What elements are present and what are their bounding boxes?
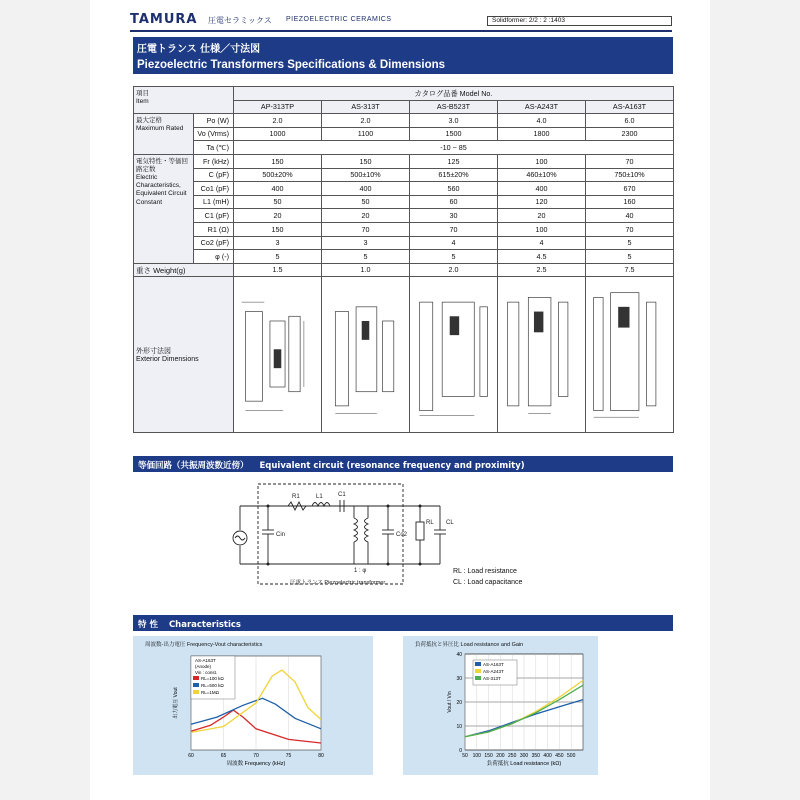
spec-value: 70 [586,154,674,168]
spec-value: 150 [234,154,322,168]
legend-load-capacitance: CL : Load capacitance [453,579,523,586]
legend-swatch [193,690,199,694]
model-header: カタログ品番 Model No. [234,87,674,101]
param-label: R1 (Ω) [194,222,234,236]
spec-value: 500±10% [322,168,410,182]
legend-annotation: AS-A163T [195,658,216,663]
spec-value: 615±20% [410,168,498,182]
spec-row [134,154,674,168]
legend-entry: RL=100 kΩ [201,676,224,681]
spec-table [133,86,674,433]
dimensions-row [134,277,674,433]
legend-swatch [193,676,199,680]
weight-row [134,263,674,277]
y-axis-label: Vout / Vin [447,691,453,713]
y-tick-label: 30 [456,676,462,682]
x-tick-label: 200 [496,753,505,759]
param-label: Vo (Vrms) [194,127,234,141]
spec-value: 1500 [410,127,498,141]
dimension-drawing-asb523t [410,277,498,433]
characteristics-section-jp: 特 性 [138,620,158,630]
spec-value: 670 [586,182,674,196]
rl-label: RL [426,520,434,526]
param-label: Ta (℃) [194,141,234,155]
x-axis-label: 周波数 Frequency (kHz) [226,761,286,767]
dimension-drawing [588,279,671,429]
legend-annotation: (Anode) [195,664,212,669]
dimension-drawing [324,279,407,429]
y-tick-label: 40 [456,652,462,658]
spec-value: 6.0 [586,114,674,128]
spec-value: 460±10% [498,168,586,182]
spec-value: 400 [322,182,410,196]
x-tick-label: 75 [285,753,292,759]
characteristics-section-en: Characteristics [168,620,241,630]
spec-value: 5 [586,250,674,264]
chart-title: 周波数-出力電圧 Frequency-Vout characteristics [145,642,263,648]
chart-panel-load [403,636,598,775]
legend-annotation: Vin : const. [195,670,218,675]
spec-value: 20 [498,209,586,223]
spec-value: 125 [410,154,498,168]
weight-cell: 1.5 [234,263,322,277]
spec-value: 20 [234,209,322,223]
item-header-en: Item [136,98,149,106]
spec-row [134,222,674,236]
spec-value: 400 [498,182,586,196]
weight-cell: 7.5 [586,263,674,277]
weight-cell: 2.0 [410,263,498,277]
x-tick-label: 500 [567,753,576,759]
param-label: Co2 (pF) [194,236,234,250]
y-axis-label: 出力電圧 Vout [173,687,179,719]
y-tick-label: 20 [456,700,462,706]
spec-value: 50 [234,195,322,209]
electric-label-jp: 電気特性・等価回路定数 [136,157,188,174]
spec-value: 5 [234,250,322,264]
spec-value: 30 [410,209,498,223]
spec-value: 4 [410,236,498,250]
model-name: AS-B523T [410,100,498,114]
weight-cell: 2.5 [498,263,586,277]
page-title [133,37,673,74]
spec-value: 750±10% [586,168,674,182]
spec-value: 70 [586,222,674,236]
l1-label: L1 [316,494,323,500]
x-tick-label: 400 [543,753,552,759]
document-reference: Solidformer: 2/2 : 2 :1403 [487,16,672,26]
x-axis-label: 負荷抵抗 Load resistance (kΩ) [486,761,562,767]
x-tick-label: 70 [253,753,259,759]
equivalent-circuit-diagram [230,478,560,594]
x-tick-label: 80 [318,753,324,759]
spec-value: 150 [234,222,322,236]
param-label: L1 (mH) [194,195,234,209]
legend-swatch [475,662,481,666]
item-header-jp: 項目 [136,90,149,97]
spec-row [134,209,674,223]
co2-label: Co2 [396,532,408,538]
legend-load-resistance: RL : Load resistance [453,568,517,575]
spec-row [134,168,674,182]
spec-value: 2.0 [322,114,410,128]
brand-logo: TAMURA [130,12,198,27]
spec-value: 5 [586,236,674,250]
spec-row [134,195,674,209]
c1-label: C1 [338,492,346,498]
electric-label-en: Electric Characteristics, Equivalent Circuit Constant [136,174,187,206]
spec-value: -10 ~ 85 [234,141,674,155]
x-tick-label: 60 [188,753,194,759]
electric-group [134,154,674,263]
x-tick-label: 50 [462,753,468,759]
dimension-drawing [412,279,495,429]
legend-swatch [193,683,199,687]
cin-label: Cin [276,532,286,538]
spec-value: 70 [410,222,498,236]
dimensions-label [134,277,234,433]
spec-row [134,250,674,264]
x-tick-label: 250 [508,753,517,759]
x-tick-label: 100 [472,753,481,759]
dimension-drawing-asa163t [586,277,674,433]
spec-row [134,182,674,196]
chart-title: 負荷抵抗と昇圧比 Load resistance and Gain [415,642,524,648]
spec-value: 500±20% [234,168,322,182]
spec-value: 3 [234,236,322,250]
chart-panel-frequency [133,636,373,775]
model-name: AP-313TP [234,100,322,114]
item-header [134,87,234,114]
x-tick-label: 450 [555,753,564,759]
model-name: AS-A243T [498,100,586,114]
spec-row [134,141,674,155]
spec-value: 100 [498,222,586,236]
spec-value: 50 [322,195,410,209]
spec-value: 1000 [234,127,322,141]
x-tick-label: 150 [484,753,493,759]
spec-value: 40 [586,209,674,223]
header-rule [130,30,672,32]
spec-row [134,114,674,128]
dimension-drawing [236,279,319,429]
turns-ratio-label: 1 : φ [354,568,367,574]
param-label: Co1 (pF) [194,182,234,196]
frequency-vout-chart [133,636,373,775]
spec-value: 4.0 [498,114,586,128]
weight-label: 重さ Weight(g) [134,263,234,277]
legend-swatch [475,676,481,680]
electric-label [134,154,194,263]
spec-row [134,236,674,250]
circuit-section-bar [133,456,673,472]
spec-value: 1100 [322,127,410,141]
spec-value: 3.0 [410,114,498,128]
cl-label: CL [446,520,454,526]
r1-label: R1 [292,494,300,500]
circuit-section-jp: 等価回路（共振周波数近傍） [138,461,249,471]
characteristics-section-bar [133,615,673,631]
legend-entry: AS-A163T [483,662,504,667]
spec-value: 150 [322,154,410,168]
legend-entry: RL=1MΩ [201,690,219,695]
y-tick-label: 10 [456,724,462,730]
x-tick-label: 65 [220,753,227,759]
spec-value: 5 [322,250,410,264]
spec-value: 1800 [498,127,586,141]
dimensions-label-en: Exterior Dimensions [136,356,199,364]
spec-value: 4.5 [498,250,586,264]
spec-value: 2.0 [234,114,322,128]
circuit-section-en: Equivalent circuit (resonance frequency and proximity) [259,461,525,471]
max-rated-label-jp: 最大定格 [136,117,162,125]
spec-value: 3 [322,236,410,250]
legend-swatch [475,669,481,673]
legend-entry: AS-313T [483,676,501,681]
y-tick-label: 0 [459,748,462,754]
page-title-jp: 圧電トランス 仕様／寸法図 [137,44,261,55]
dimension-drawing-as313t [322,277,410,433]
spec-value: 5 [410,250,498,264]
page-title-en: Piezoelectric Transformers Specifications & Dimensions [137,59,446,71]
x-tick-label: 350 [531,753,540,759]
spec-value: 400 [234,182,322,196]
weight-cell: 1.0 [322,263,410,277]
max-rated-group [134,114,674,155]
param-label: Po (W) [194,114,234,128]
param-label: C (pF) [194,168,234,182]
param-label: φ (-) [194,250,234,264]
dimensions-label-jp: 外形寸法図 [136,347,171,355]
legend-entry: RL=500 kΩ [201,683,224,688]
model-name: AS-A163T [586,100,674,114]
spec-row [134,127,674,141]
param-label: C1 (pF) [194,209,234,223]
brand-subtitle-jp: 圧電セラミックス [208,16,272,25]
spec-value: 70 [322,222,410,236]
load-gain-chart [403,636,598,775]
dimension-drawing [500,279,583,429]
spec-value: 4 [498,236,586,250]
max-rated-label [134,114,194,155]
spec-value: 60 [410,195,498,209]
spec-value: 100 [498,154,586,168]
spec-value: 2300 [586,127,674,141]
spec-value: 560 [410,182,498,196]
spec-value: 20 [322,209,410,223]
legend-entry: AS-A243T [483,669,504,674]
spec-value: 120 [498,195,586,209]
param-label: Fr (kHz) [194,154,234,168]
brand-subtitle-en: PIEZOELECTRIC CERAMICS [286,16,392,23]
model-name: AS-313T [322,100,410,114]
dimension-drawing-asa243t [498,277,586,433]
max-rated-label-en: Maximum Rated [136,125,184,133]
transformer-label: 圧電トランス Piezoelectric transformer [290,580,386,586]
spec-value: 160 [586,195,674,209]
dimension-drawing-ap313tp [234,277,322,433]
x-tick-label: 300 [519,753,529,759]
